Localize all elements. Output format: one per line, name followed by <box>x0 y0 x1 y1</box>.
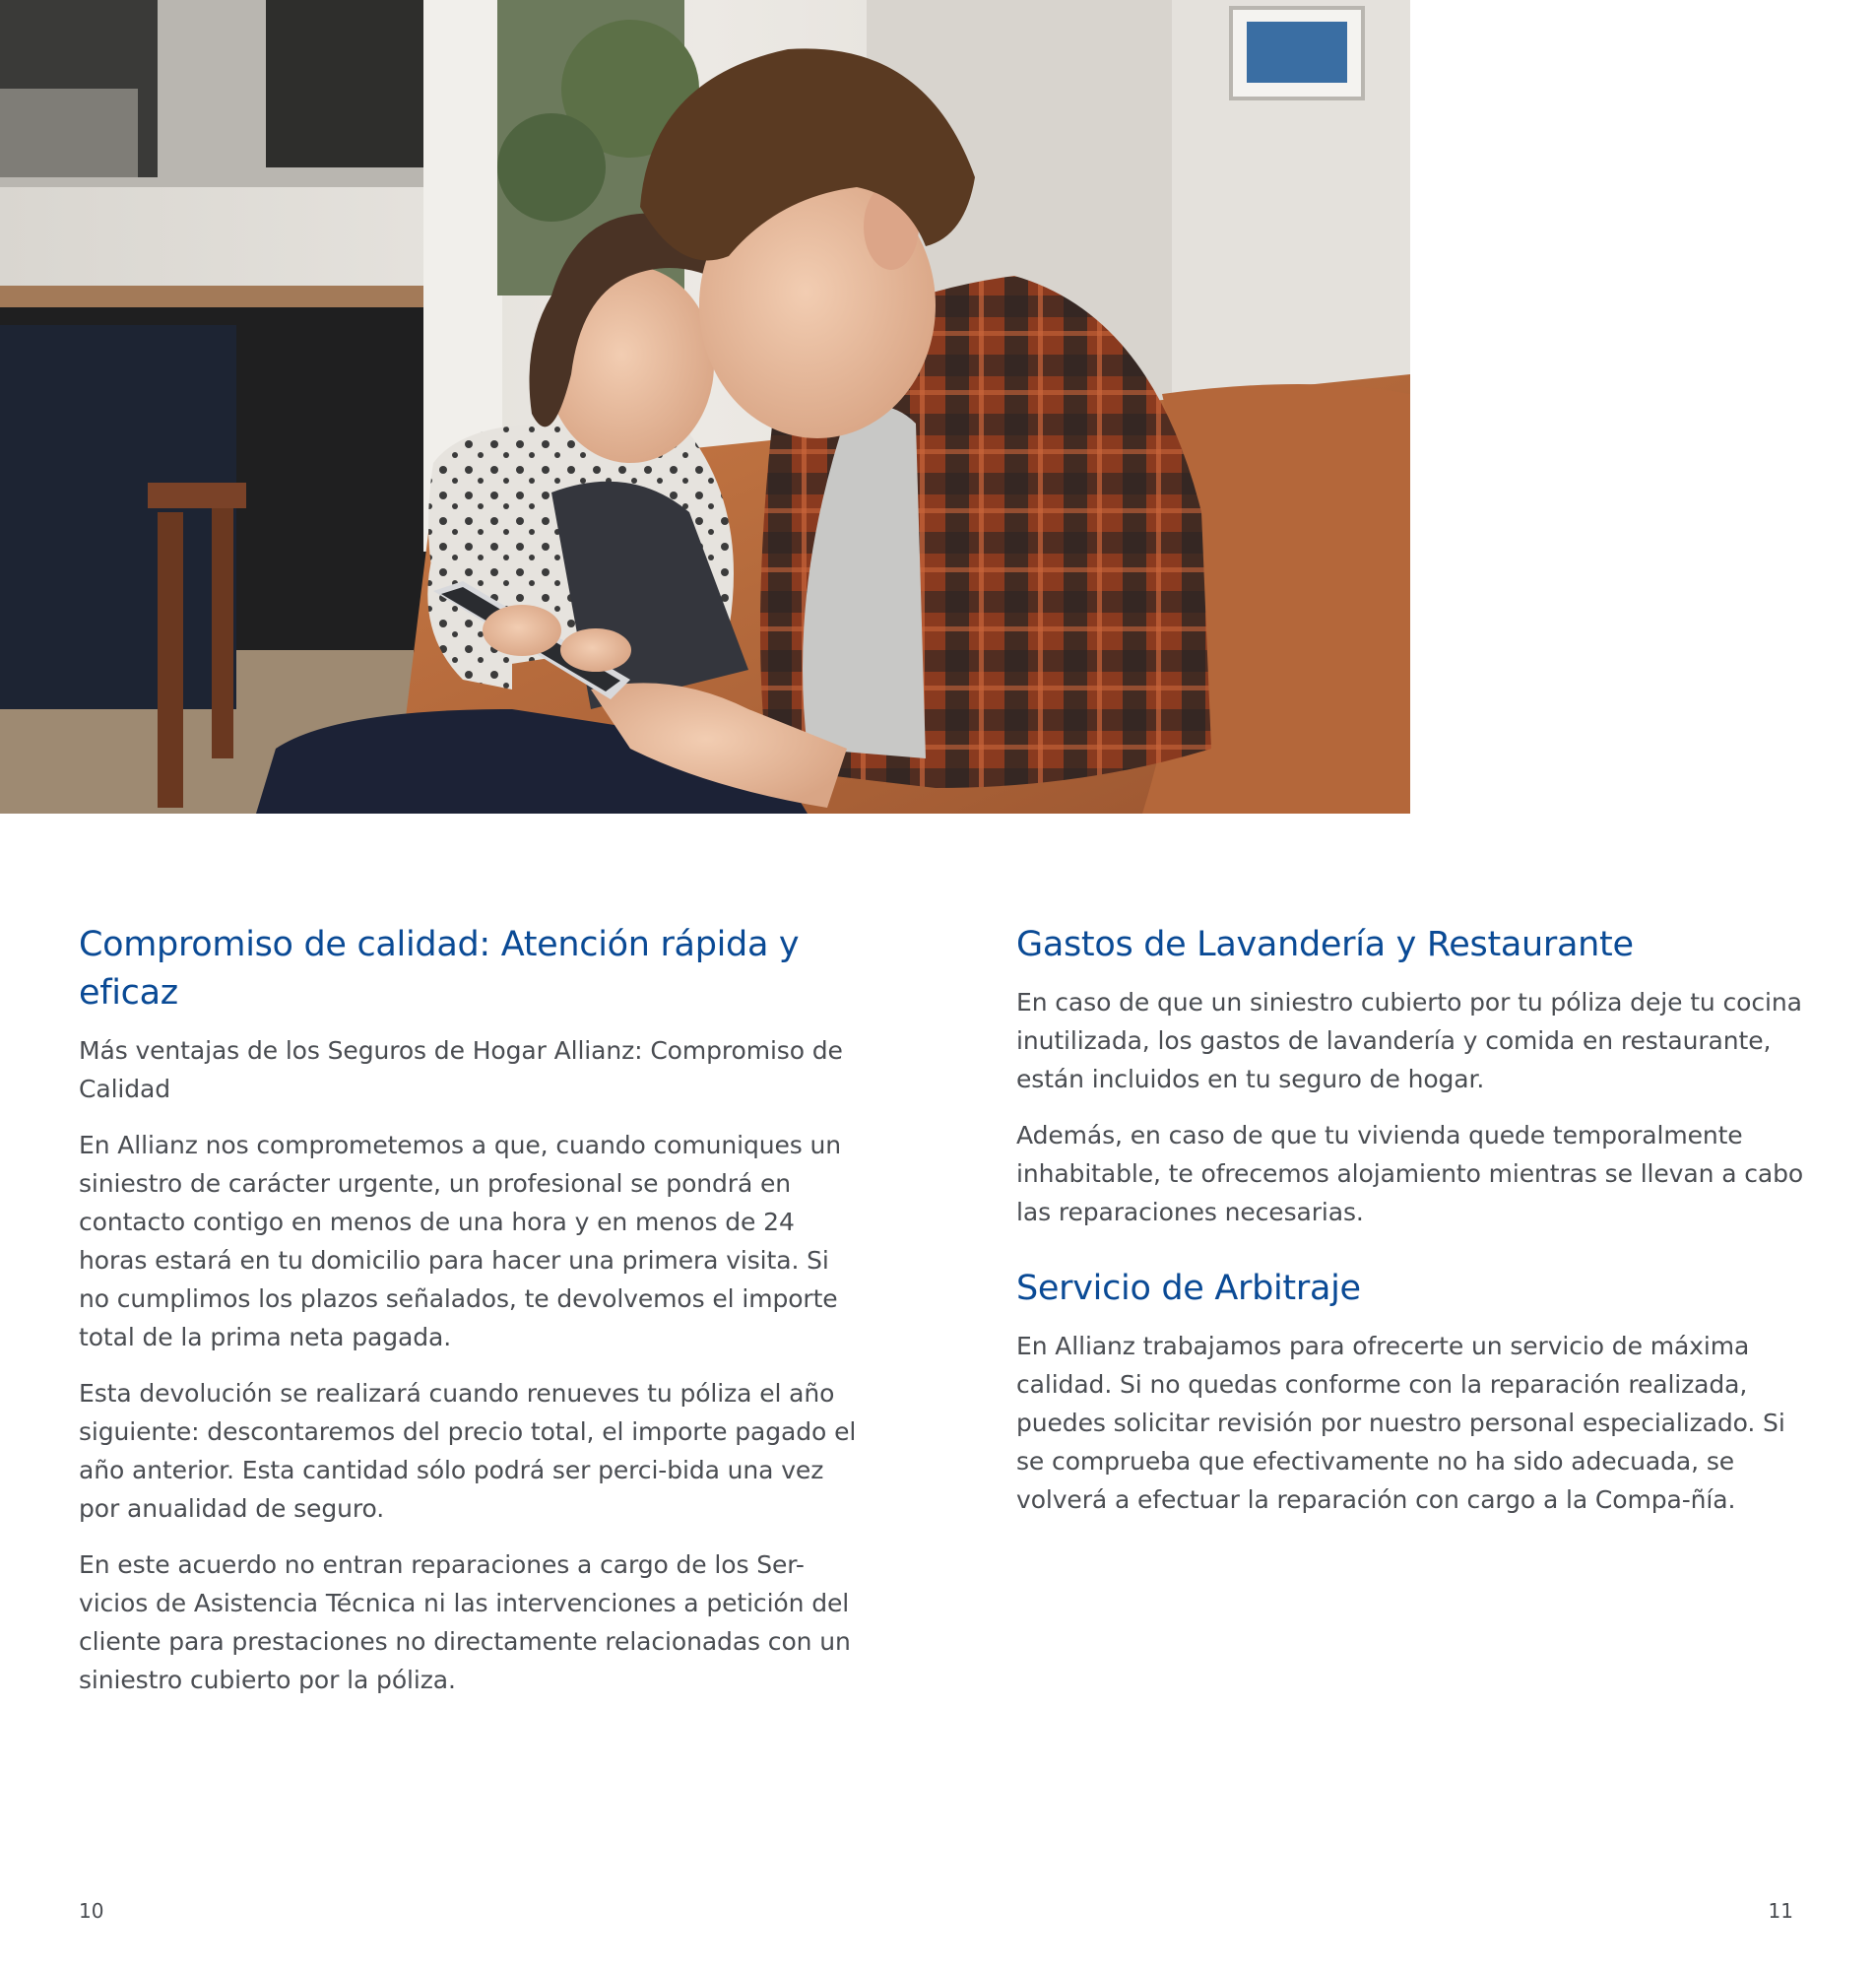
heading-servicio-arbitraje: Servicio de Arbitraje <box>1016 1269 1361 1308</box>
page-number-right: 11 <box>1768 1899 1793 1923</box>
paragraph: En Allianz trabajamos para ofrecerte un servicio de máxima calidad. Si no quedas conforme con la reparación realizada, puedes solicitar revisión por nuestro personal especializado. Si se comprueba que efectivamente no ha sido adecuada, se volverá a efectuar la reparación con cargo a la Compa-ñía. <box>1016 1332 1785 1514</box>
paragraph: En este acuerdo no entran reparaciones a cargo de los Ser-vicios de Asistencia Técnica ni las intervenciones a petición del cliente para prestaciones no directamente relacionadas con un siniestro cubierto por la póliza. <box>79 1550 851 1694</box>
paragraph: Además, en caso de que tu vivienda quede temporalmente inhabitable, te ofrecemos alojamiento mientras se llevan a cabo las reparaciones necesarias. <box>1016 1121 1804 1226</box>
paragraph: Más ventajas de los Seguros de Hogar Allianz: Compromiso de Calidad <box>79 1036 843 1103</box>
heading-compromiso-calidad: Compromiso de calidad: Atención rápida y eficaz <box>79 925 800 1013</box>
section-lavanderia-restaurante <box>1016 921 1804 1231</box>
section-arbitraje <box>1016 1265 1804 1519</box>
paragraph: En Allianz nos comprometemos a que, cuando comuniques un siniestro de carácter urgente, un profesional se pondrá en contacto contigo en menos de una hora y en menos de 24 horas estará en tu domicilio para hacer una primera visita. Si no cumplimos los plazos señalados, te devolvemos el importe total de la prima neta pagada. <box>79 1131 842 1351</box>
paragraph: Esta devolución se realizará cuando renueves tu póliza el año siguiente: descontaremos del precio total, el importe pagado el año anterior. Esta cantidad sólo podrá ser perci-bida una vez por anualidad de seguro. <box>79 1379 857 1523</box>
paragraph: En caso de que un siniestro cubierto por tu póliza deje tu cocina inutilizada, los gastos de lavandería y comida en restaurante, están incluidos en tu seguro de hogar. <box>1016 988 1802 1093</box>
left-column <box>79 921 867 1699</box>
heading-gastos-lavanderia: Gastos de Lavandería y Restaurante <box>1016 925 1634 964</box>
right-column <box>1016 921 1804 1519</box>
page-number-left: 10 <box>79 1899 104 1923</box>
hero-photo <box>0 0 1410 814</box>
children-with-tablet-illustration <box>0 0 1410 814</box>
